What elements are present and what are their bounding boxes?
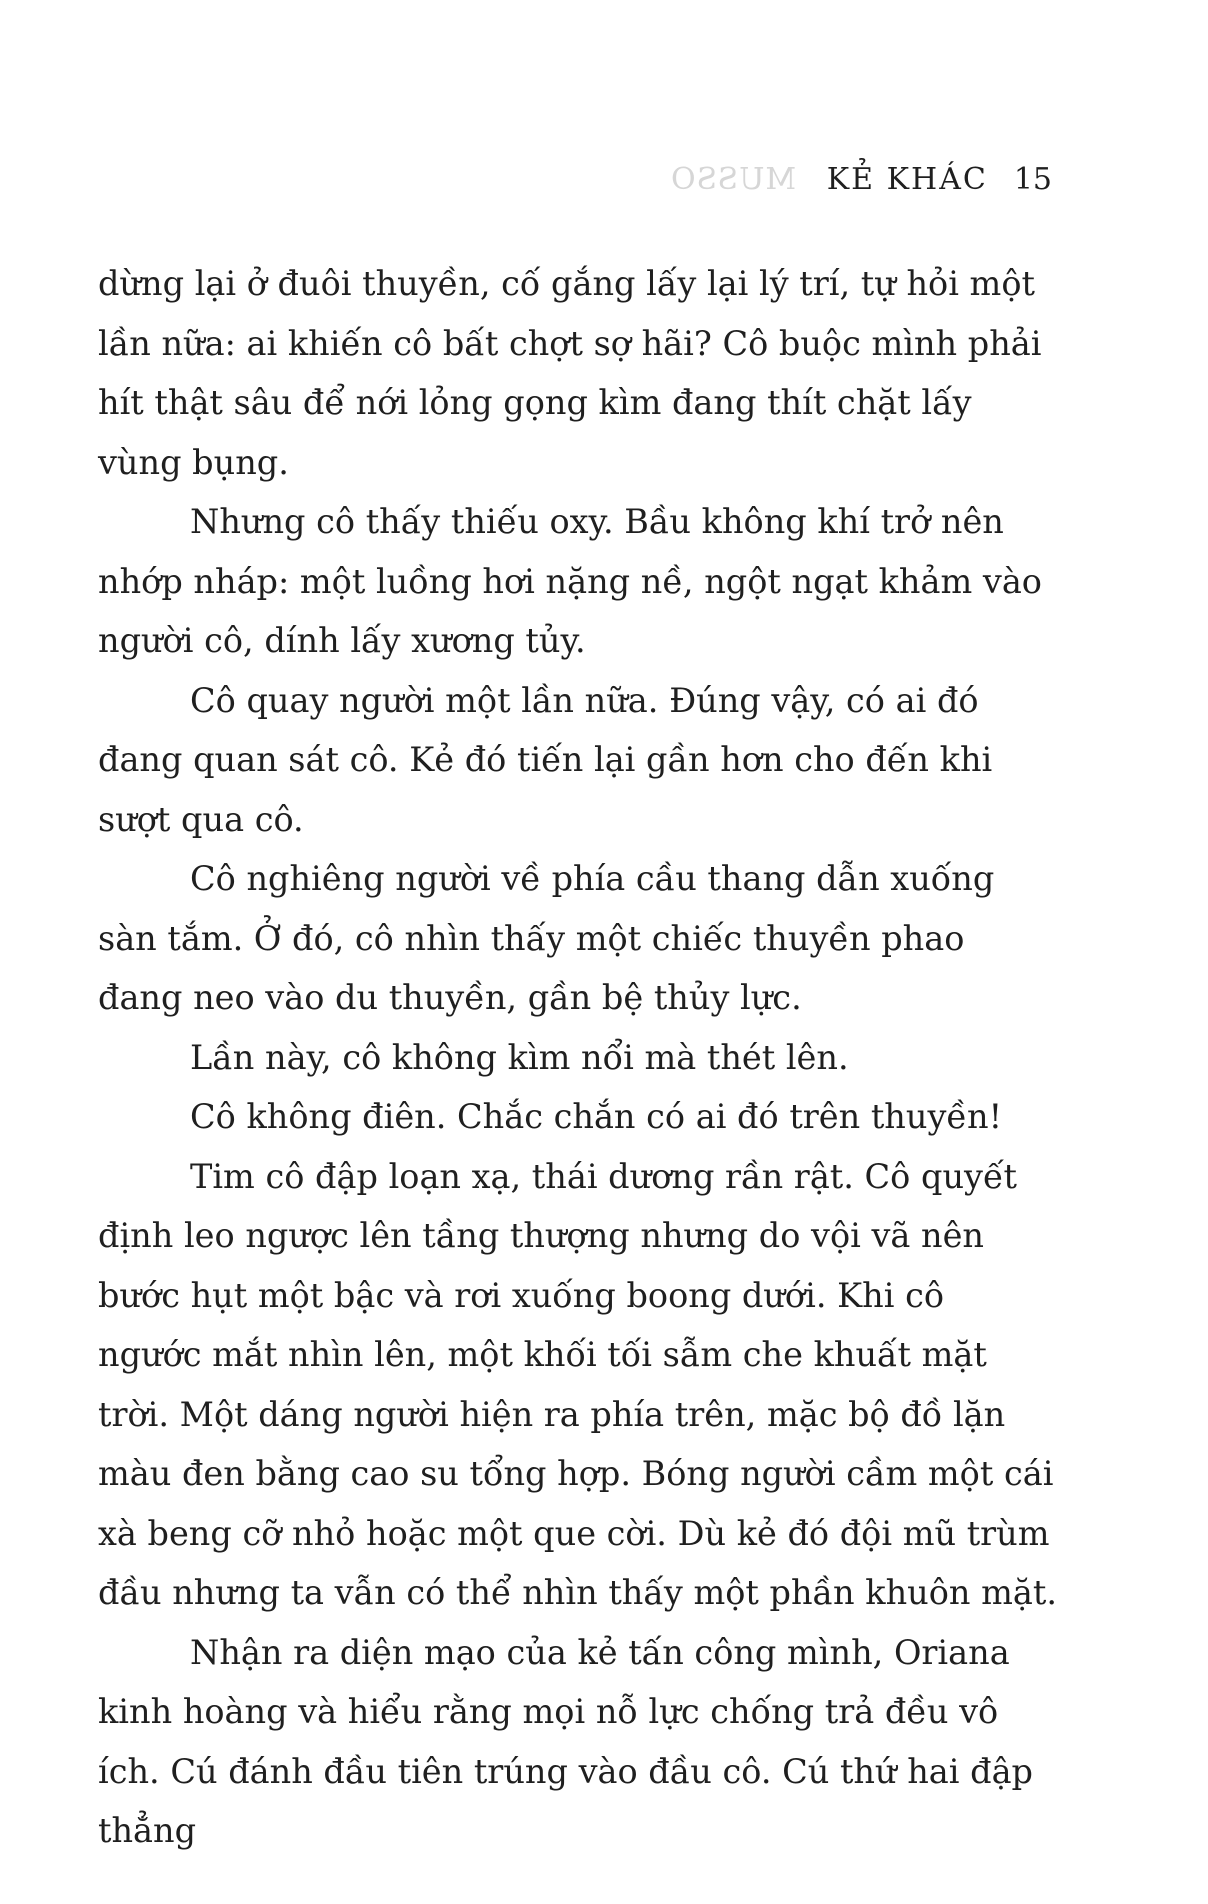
paragraph: Cô không điên. Chắc chắn có ai đó trên thuyền! [190, 1097, 1003, 1136]
paragraph: Nhưng cô thấy thiếu oxy. Bầu không khí trở nên nhớp nháp: một luồng hơi nặng nề, ngột ngạt khảm vào người cô, dính lấy xương tủy. [98, 502, 1042, 660]
body-text [98, 254, 1058, 1861]
bleed-through-text: MUSSO [670, 162, 797, 197]
running-title: KẺ KHÁC [826, 162, 988, 197]
paragraph: Lần này, cô không kìm nổi mà thét lên. [190, 1037, 849, 1077]
paragraph: Cô quay người một lần nữa. Đúng vậy, có ai đó đang quan sát cô. Kẻ đó tiến lại gần hơn cho đến khi sượt qua cô. [98, 680, 993, 839]
page-number: 15 [1013, 162, 1052, 197]
paragraph: Cô nghiêng người về phía cầu thang dẫn xuống sàn tắm. Ở đó, cô nhìn thấy một chiếc thuyền phao đang neo vào du thuyền, gần bệ thủy lực. [98, 859, 995, 1017]
running-header [660, 160, 1052, 200]
paragraph: dừng lại ở đuôi thuyền, cố gắng lấy lại lý trí, tự hỏi một lần nữa: ai khiến cô bất chợt sợ hãi? Cô buộc mình phải hít thật sâu để nới lỏng gọng kìm đang thít chặt lấy vùng bụng. [98, 264, 1042, 482]
paragraph: Nhận ra diện mạo của kẻ tấn công mình, Oriana kinh hoàng và hiểu rằng mọi nỗ lực chống trả đều vô ích. Cú đánh đầu tiên trúng vào đầu cô. Cú thứ hai đập thẳng [98, 1632, 1034, 1850]
paragraph: Tim cô đập loạn xạ, thái dương rần rật. Cô quyết định leo ngược lên tầng thượng nhưng do vội vã nên bước hụt một bậc và rơi xuống boong dưới. Khi cô ngước mắt nhìn lên, một khối tối sẫm che khuất mặt trời. Một dáng người hiện ra phía trên, mặc bộ đồ lặn màu đen bằng cao su tổng hợp. Bóng người cầm một cái xà beng cỡ nhỏ hoặc một que cời. Dù kẻ đó đội mũ trùm đầu nhưng ta vẫn có thể nhìn thấy một phần khuôn mặt. [98, 1156, 1057, 1612]
